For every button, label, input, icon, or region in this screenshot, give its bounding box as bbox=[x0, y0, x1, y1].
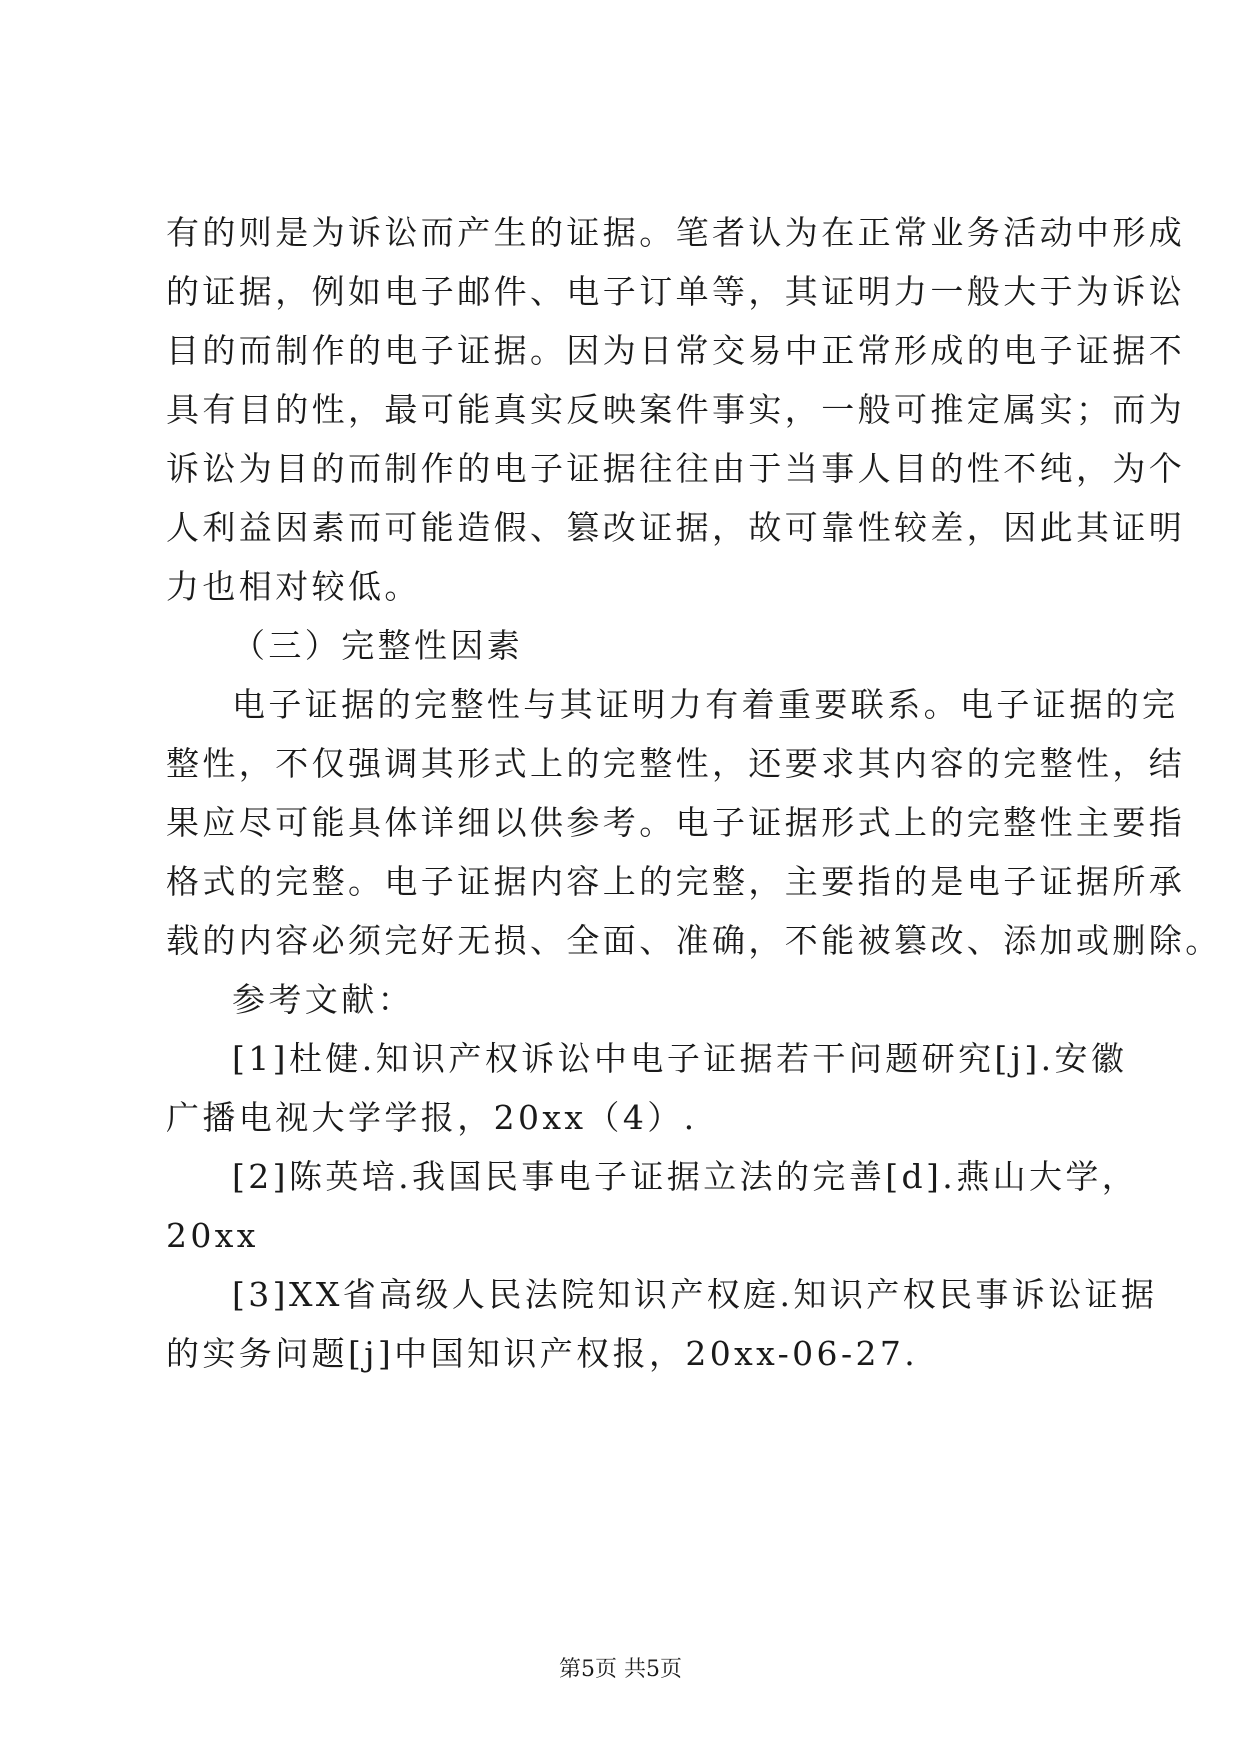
reference-item-1: [1]杜健.知识产权诉讼中电子证据若干问题研究[j].安徽 bbox=[232, 1039, 1128, 1078]
paragraph-line: 人利益因素而可能造假、篡改证据，故可靠性较差，因此其证明 bbox=[166, 508, 1186, 547]
paragraph-line: 具有目的性，最可能真实反映案件事实，一般可推定属实；而为 bbox=[166, 390, 1186, 429]
paragraph-line: 格式的完整。电子证据内容上的完整，主要指的是电子证据所承 bbox=[166, 862, 1186, 901]
reference-item-1-cont: 广播电视大学学报，20xx（4）. bbox=[166, 1098, 698, 1137]
reference-item-3-cont: 的实务问题[j]中国知识产权报，20xx-06-27. bbox=[166, 1334, 919, 1373]
paragraph-line: 果应尽可能具体详细以供参考。电子证据形式上的完整性主要指 bbox=[166, 803, 1186, 842]
reference-item-3: [3]XX省高级人民法院知识产权庭.知识产权民事诉讼证据 bbox=[232, 1275, 1158, 1314]
reference-item-2-cont: 20xx bbox=[166, 1216, 259, 1255]
section-heading: （三）完整性因素 bbox=[232, 626, 524, 665]
paragraph-line: 有的则是为诉讼而产生的证据。笔者认为在正常业务活动中形成 bbox=[166, 213, 1186, 252]
references-title: 参考文献： bbox=[232, 980, 414, 1019]
paragraph-line: 的证据，例如电子邮件、电子订单等，其证明力一般大于为诉讼 bbox=[166, 272, 1186, 311]
paragraph-line: 力也相对较低。 bbox=[166, 567, 421, 606]
paragraph-line: 载的内容必须完好无损、全面、准确，不能被篡改、添加或删除。 bbox=[166, 921, 1222, 960]
reference-item-2: [2]陈英培.我国民事电子证据立法的完善[d].燕山大学， bbox=[232, 1157, 1139, 1196]
page-number: 第5页 共5页 bbox=[559, 1657, 682, 1682]
paragraph-line: 目的而制作的电子证据。因为日常交易中正常形成的电子证据不 bbox=[166, 331, 1186, 370]
paragraph-line: 电子证据的完整性与其证明力有着重要联系。电子证据的完 bbox=[232, 685, 1179, 724]
paragraph-line: 整性，不仅强调其形式上的完整性，还要求其内容的完整性，结 bbox=[166, 744, 1186, 783]
paragraph-line: 诉讼为目的而制作的电子证据往往由于当事人目的性不纯，为个 bbox=[166, 449, 1186, 488]
